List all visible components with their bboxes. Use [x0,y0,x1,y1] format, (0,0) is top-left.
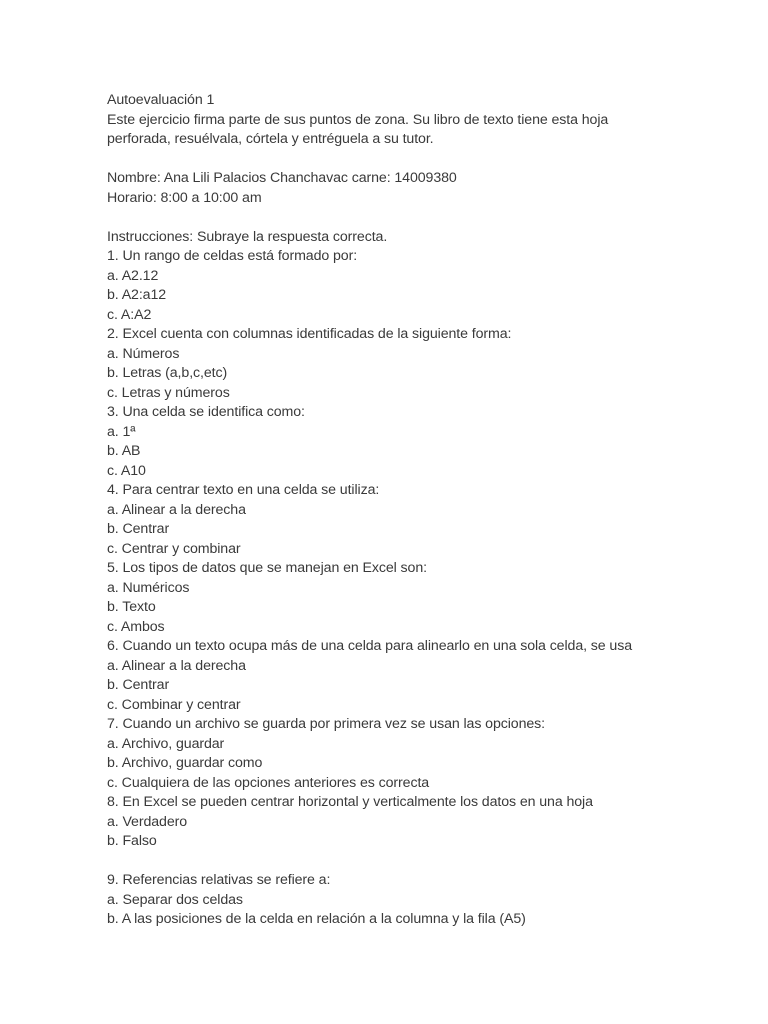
question-text: 5. Los tipos de datos que se manejan en Excel son: [107,560,427,576]
spacer [107,852,747,872]
answer-option[interactable]: b. Centrar [107,521,170,537]
answer-option[interactable]: b. A las posiciones de la celda en relación a la columna y la fila (A5) [107,911,526,927]
answer-option[interactable]: c. Ambos [107,618,165,635]
answer-option[interactable]: a. Números [107,345,180,362]
question-9 [107,871,747,930]
question-1 [107,247,747,325]
answer-option[interactable]: a. 1ª [107,423,136,440]
question-text: 9. Referencias relativas se refiere a: [107,872,331,888]
document-page [107,91,747,930]
question-text: 3. Una celda se identifica como: [107,404,305,420]
answer-option[interactable]: b. Texto [107,599,156,615]
spacer [107,208,747,228]
answer-option[interactable]: b. Falso [107,833,157,849]
answer-option[interactable]: c. Centrar y combinar [107,540,241,557]
answer-option[interactable]: c. A:A2 [107,306,152,323]
instructions-line: Instrucciones: Subraye la respuesta correcta. [107,228,388,245]
answer-option[interactable]: b. A2:a12 [107,287,167,303]
schedule-line: Horario: 8:00 a 10:00 am [107,189,262,206]
spacer [107,150,747,170]
answer-option[interactable]: b. Archivo, guardar como [107,755,263,771]
answer-option[interactable]: a. Verdadero [107,813,188,830]
answer-option[interactable]: b. Centrar [107,677,170,693]
question-text: 2. Excel cuenta con columnas identificadas de la siguiente forma: [107,326,512,342]
question-text: 7. Cuando un archivo se guarda por primera vez se usan las opciones: [107,716,546,732]
student-name-line: Nombre: Ana Lili Palacios Chanchavac carne: 14009380 [107,170,457,186]
question-text: 8. En Excel se pueden centrar horizontal y verticalmente los datos en una hoja [107,794,593,810]
intro-text-line-1: Este ejercicio firma parte de sus puntos de zona. Su libro de texto tiene esta hoja [107,111,609,128]
question-8 [107,793,747,852]
answer-option[interactable]: c. Letras y números [107,384,230,401]
document-title: Autoevaluación 1 [107,92,215,108]
answer-option[interactable]: b. Letras (a,b,c,etc) [107,365,228,381]
answer-option[interactable]: a. Alinear a la derecha [107,501,246,518]
answer-option[interactable]: c. Combinar y centrar [107,696,241,713]
answer-option[interactable]: c. Cualquiera de las opciones anteriores es correcta [107,774,430,791]
question-6 [107,637,747,715]
question-text: 6. Cuando un texto ocupa más de una celda para alinearlo en una sola celda, se usa [107,638,632,654]
question-5 [107,559,747,637]
question-4 [107,481,747,559]
answer-option[interactable]: a. Archivo, guardar [107,735,225,752]
question-text: 1. Un rango de celdas está formado por: [107,248,358,264]
answer-option[interactable]: a. Alinear a la derecha [107,657,246,674]
question-text: 4. Para centrar texto en una celda se utiliza: [107,482,380,498]
answer-option[interactable]: b. AB [107,443,141,459]
answer-option[interactable]: a. Separar dos celdas [107,891,243,908]
question-2 [107,325,747,403]
answer-option[interactable]: a. Numéricos [107,579,190,596]
answer-option[interactable]: a. A2.12 [107,267,159,284]
answer-option[interactable]: c. A10 [107,462,146,479]
intro-text-line-2: perforada, resuélvala, córtela y entréguela a su tutor. [107,131,434,147]
question-3 [107,403,747,481]
question-7 [107,715,747,793]
